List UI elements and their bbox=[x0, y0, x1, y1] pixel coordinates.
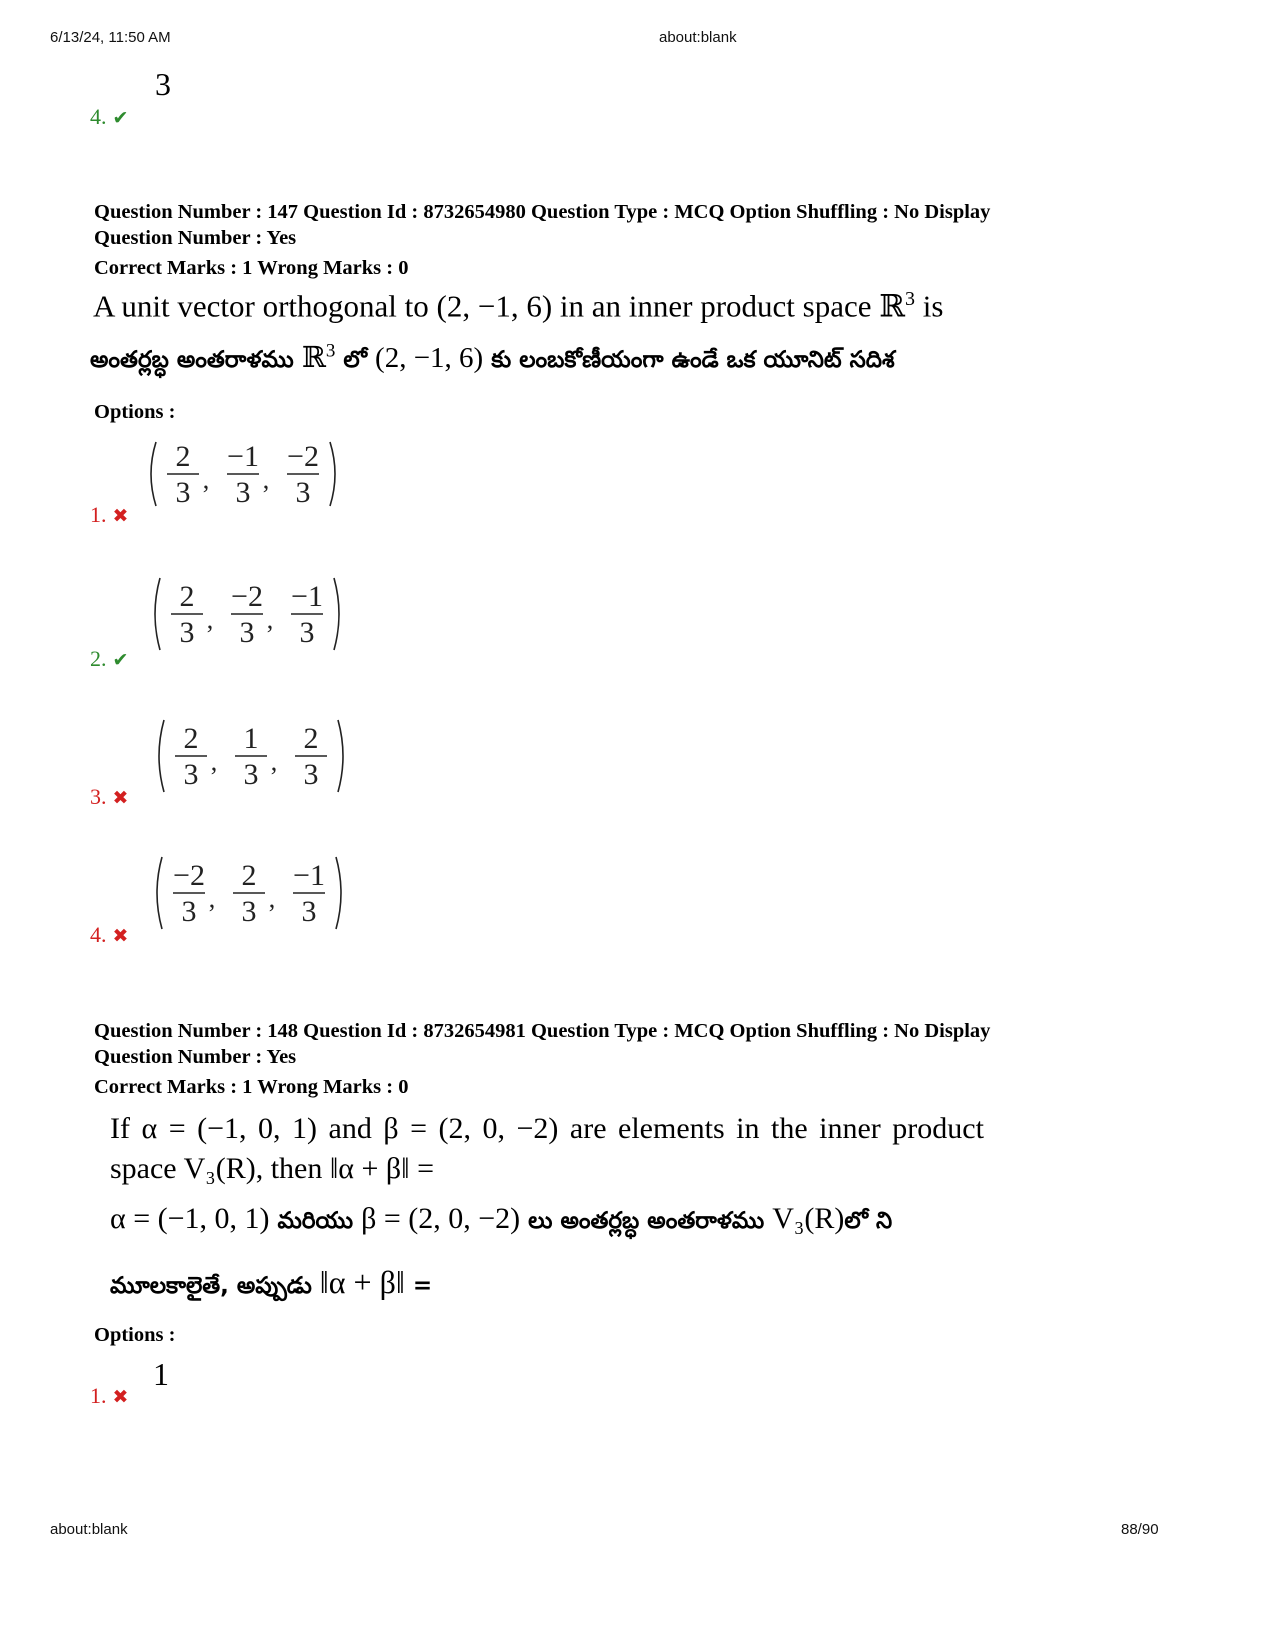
q147-english-b: is bbox=[915, 288, 944, 324]
q147-marks: Correct Marks : 1 Wrong Marks : 0 bbox=[94, 257, 409, 279]
q147-telugu-math: ℝ bbox=[301, 342, 326, 374]
q148-meta bbox=[94, 1018, 990, 1100]
right-paren bbox=[334, 578, 339, 650]
fraction-numerator: 2 bbox=[175, 440, 191, 473]
q147-english-text bbox=[93, 288, 943, 324]
right-paren bbox=[336, 857, 341, 929]
checkmark-icon: ✔ bbox=[112, 107, 129, 129]
option-number: 1. bbox=[90, 502, 107, 527]
fraction-denominator: 3 bbox=[181, 895, 197, 928]
fraction-denominator: 3 bbox=[239, 616, 255, 649]
prev-option-4 bbox=[90, 104, 128, 130]
q147-telugu-vec: (2, −1, 6) bbox=[375, 342, 484, 374]
fraction-numerator: −1 bbox=[227, 440, 259, 473]
left-paren bbox=[157, 857, 162, 929]
comma-separator: , bbox=[270, 747, 278, 776]
option-number: 1. bbox=[90, 1383, 107, 1408]
q147-option-2 bbox=[90, 646, 128, 672]
comma-separator: , bbox=[266, 605, 274, 634]
fraction-denominator: 3 bbox=[295, 476, 311, 509]
fraction-denominator: 3 bbox=[299, 616, 315, 649]
fraction-denominator: 3 bbox=[175, 476, 191, 509]
cross-icon: ✖ bbox=[112, 1386, 129, 1408]
q148-telugu-math2: β = (2, 0, −2) bbox=[361, 1202, 521, 1235]
q148-english-line1: If α = (−1, 0, 1) and β = (2, 0, −2) are elements in the inner product bbox=[110, 1112, 984, 1145]
q147-english-sup: 3 bbox=[905, 288, 916, 310]
q148-english-line2: space V₃(R), then ‖α + β‖ = bbox=[110, 1152, 435, 1185]
q147-telugu-a: అంతర్లబ్ధ అంతరాళము bbox=[90, 347, 302, 373]
left-paren bbox=[151, 442, 156, 506]
q147-telugu-b: లో bbox=[335, 347, 376, 373]
fraction-denominator: 3 bbox=[179, 616, 195, 649]
q148-telugu-c: లో ని bbox=[844, 1208, 893, 1234]
left-paren bbox=[155, 578, 160, 650]
q147-option-1 bbox=[90, 502, 128, 528]
print-datetime: 6/13/24, 11:50 AM bbox=[50, 29, 171, 46]
q147-telugu-c: కు లంబకోణీయంగా ఉండే ఒక యూనిట్ సదిశ bbox=[483, 347, 895, 373]
cross-icon: ✖ bbox=[112, 505, 129, 527]
q148-telugu-b: లు అంతర్లబ్ధ అంతరాళము bbox=[520, 1208, 773, 1234]
q147-telugu-sup: 3 bbox=[325, 340, 336, 362]
fraction-numerator: 2 bbox=[241, 859, 257, 892]
print-footer-url: about:blank bbox=[50, 1521, 128, 1538]
fraction-denominator: 3 bbox=[183, 758, 199, 791]
q148-telugu-a: మరియు bbox=[269, 1208, 362, 1234]
prev-option-value: 3 bbox=[155, 66, 171, 102]
q148-option-1 bbox=[90, 1383, 128, 1409]
q147-option-1-vector bbox=[146, 438, 326, 510]
q148-marks: Correct Marks : 1 Wrong Marks : 0 bbox=[94, 1076, 409, 1098]
q147-english-a: A unit vector orthogonal to (2, −1, 6) in an inner product space ℝ bbox=[93, 288, 906, 324]
option-number: 4. bbox=[90, 922, 107, 947]
q147-option-3 bbox=[90, 784, 128, 810]
q148-telugu-d: మూలకాలైతే, అప్పుడు bbox=[110, 1273, 320, 1299]
q147-option-3-vector bbox=[154, 716, 319, 796]
checkmark-icon: ✔ bbox=[112, 649, 129, 671]
q148-telugu-line1 bbox=[110, 1202, 892, 1240]
left-paren bbox=[159, 720, 164, 792]
fraction-numerator: −2 bbox=[231, 580, 263, 613]
comma-separator: , bbox=[206, 605, 214, 634]
q148-telugu-line2 bbox=[110, 1264, 432, 1305]
comma-separator: , bbox=[268, 884, 276, 913]
fraction-numerator: 1 bbox=[243, 722, 259, 755]
q148-telugu-e: = bbox=[404, 1273, 433, 1299]
right-paren bbox=[338, 720, 343, 792]
print-page-number: 88/90 bbox=[1121, 1521, 1159, 1538]
fraction-numerator: −1 bbox=[291, 580, 323, 613]
option-number: 4. bbox=[90, 104, 107, 129]
comma-separator: , bbox=[208, 884, 216, 913]
q147-option-2-vector bbox=[150, 574, 340, 654]
comma-separator: , bbox=[202, 465, 210, 494]
q148-option-1-value: 1 bbox=[153, 1356, 169, 1392]
q147-meta-line2: Question Number : Yes bbox=[94, 227, 297, 249]
fraction-numerator: 2 bbox=[183, 722, 199, 755]
fraction-numerator: 2 bbox=[303, 722, 319, 755]
fraction-numerator: −2 bbox=[173, 859, 205, 892]
q148-telugu-math1: α = (−1, 0, 1) bbox=[110, 1202, 270, 1235]
q147-meta bbox=[94, 199, 990, 281]
q147-telugu-text bbox=[90, 340, 895, 379]
fraction-denominator: 3 bbox=[301, 895, 317, 928]
q148-telugu-math3: V₃(R) bbox=[772, 1202, 845, 1235]
fraction-numerator: −2 bbox=[287, 440, 319, 473]
option-number: 2. bbox=[90, 646, 107, 671]
comma-separator: , bbox=[262, 465, 270, 494]
fraction-denominator: 3 bbox=[241, 895, 257, 928]
option-number: 3. bbox=[90, 784, 107, 809]
q148-meta-line2: Question Number : Yes bbox=[94, 1046, 297, 1068]
right-paren bbox=[330, 442, 335, 506]
q147-options-label: Options : bbox=[94, 401, 176, 423]
fraction-denominator: 3 bbox=[243, 758, 259, 791]
fraction-denominator: 3 bbox=[303, 758, 319, 791]
q148-meta-line1: Question Number : 148 Question Id : 8732654981 Question Type : MCQ Option Shuffling : No Display bbox=[94, 1020, 991, 1042]
q147-meta-line1: Question Number : 147 Question Id : 8732654980 Question Type : MCQ Option Shuffling : No Display bbox=[94, 201, 991, 223]
comma-separator: , bbox=[210, 747, 218, 776]
q147-option-4 bbox=[90, 922, 128, 948]
fraction-numerator: −1 bbox=[293, 859, 325, 892]
q148-telugu-norm: ‖α + β‖ bbox=[319, 1264, 405, 1300]
q148-options-label: Options : bbox=[94, 1324, 176, 1346]
fraction-denominator: 3 bbox=[235, 476, 251, 509]
fraction-numerator: 2 bbox=[179, 580, 195, 613]
print-title: about:blank bbox=[659, 29, 737, 46]
cross-icon: ✖ bbox=[112, 925, 129, 947]
cross-icon: ✖ bbox=[112, 787, 129, 809]
q147-option-4-vector bbox=[152, 853, 342, 933]
